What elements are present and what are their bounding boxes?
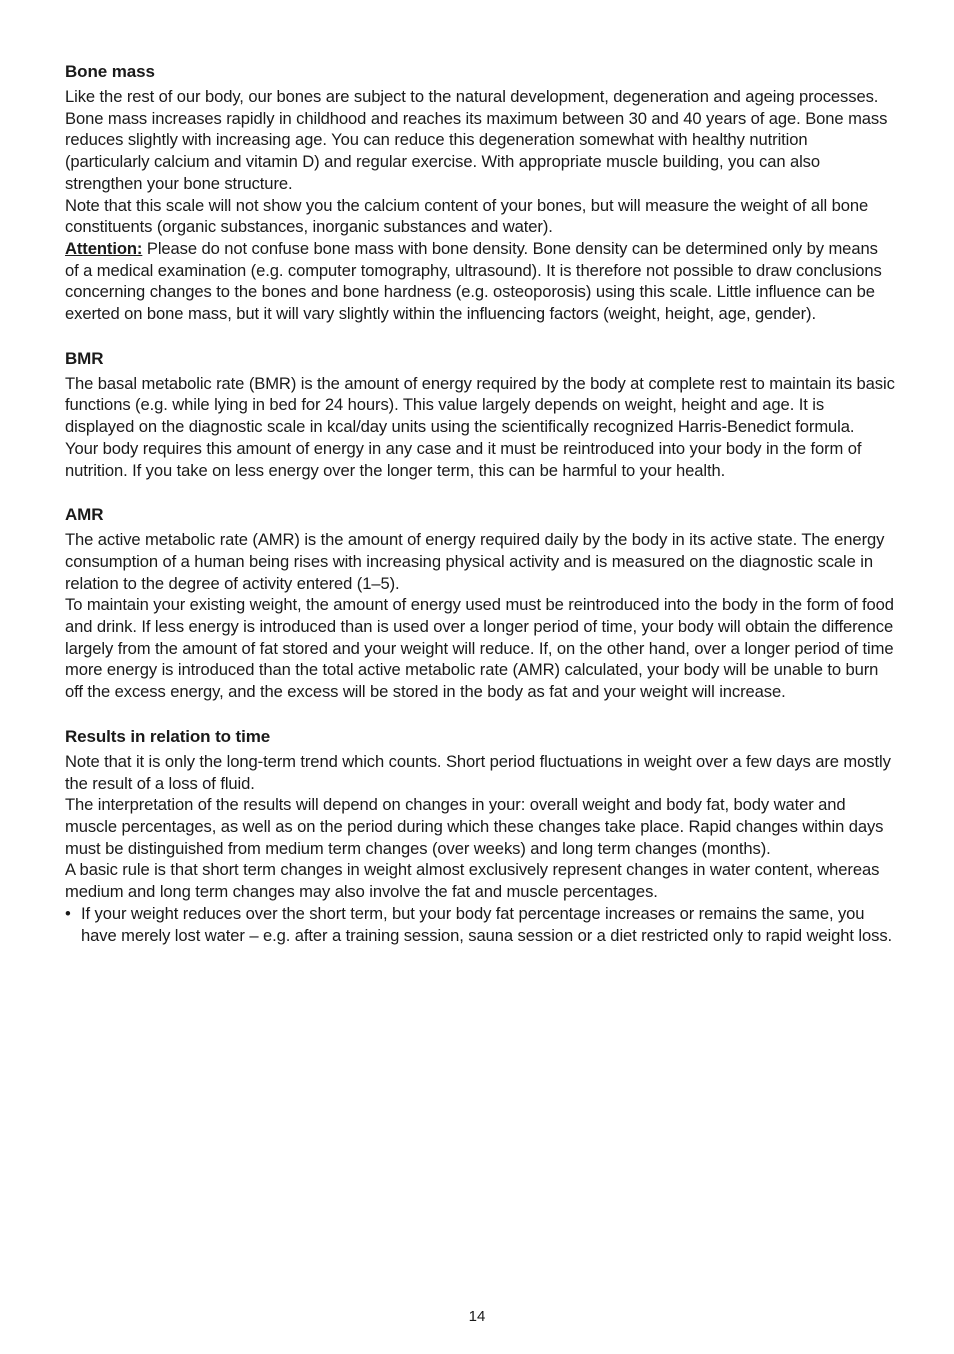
heading-bone-mass: Bone mass xyxy=(65,62,155,81)
attention-text: Please do not confuse bone mass with bone density. Bone density can be determined only by means of a medical examination (e.g. computer tomography, ultrasound). It is therefore not possible to draw conclusions concerning changes to the bones and bone hardness (e.g. osteoporosis) using this scale. Little influence can be exerted on bone mass, but it will vary slightly within the influencing factors (weight, height, age, gender). xyxy=(65,238,882,324)
paragraph: Like the rest of our body, our bones are subject to the natural development, degeneration and ageing processes. Bone mass increases rapidly in childhood and reaches its maximum between 30 and 40 years of age. Bone mass reduces slightly with increasing age. You can reduce this degeneration somewhat with healthy nutrition (particularly calcium and vitamin D) and regular exercise. With appropriate muscle building, you can also strengthen your bone structure. xyxy=(65,87,888,193)
heading-amr: AMR xyxy=(65,505,104,525)
paragraph: A basic rule is that short term changes in weight almost exclusively represent changes in water content, whereas medium and long term changes may also involve the fat and muscle percentages. xyxy=(65,860,880,902)
bullet-list xyxy=(65,903,895,946)
paragraph: The interpretation of the results will depend on changes in your: overall weight and body fat, body water and muscle percentages, as well as on the period during which these changes take place. Rapid changes within days must be distinguished from medium term changes (over weeks) and long term changes (months). xyxy=(65,795,884,858)
attention-label: Attention: xyxy=(65,238,143,258)
paragraph: Note that this scale will not show you the calcium content of your bones, but will measure the weight of all bone constituents (organic substances, inorganic substances and water). xyxy=(65,195,869,237)
heading-results-time: Results in relation to time xyxy=(65,726,271,746)
paragraph: The basal metabolic rate (BMR) is the amount of energy required by the body at complete rest to maintain its basic functions (e.g. while lying in bed for 24 hours). This value largely depends on weight, height and age. It is displayed on the diagnostic scale in kcal/day units using the scientifically recognized Harris-Benedict formula. xyxy=(65,373,895,437)
heading-bmr: BMR xyxy=(65,348,104,368)
section-results-time xyxy=(65,726,895,946)
attention-paragraph xyxy=(65,238,895,325)
bullet-icon: • xyxy=(65,903,71,923)
paragraph: To maintain your existing weight, the amount of energy used must be reintroduced into the body in the form of food and drink. If less energy is introduced than is used over a longer period of time, your body will obtain the difference largely from the amount of fat stored and your weight will reduce. If, on the other hand, over a longer period of time more energy is introduced than the total active metabolic rate (AMR) calculated, your body will be unable to burn off the excess energy, and the excess will be stored in the body as fat and your weight will increase. xyxy=(65,595,894,702)
paragraph: Note that it is only the long-term trend which counts. Short period fluctuations in weight over a few days are mostly the result of a loss of fluid. xyxy=(65,751,891,793)
section-amr xyxy=(65,504,895,703)
paragraph: Your body requires this amount of energy in any case and it must be reintroduced into your body in the form of nutrition. If you take on less energy over the longer term, this can be harmful to your health. xyxy=(65,438,862,480)
list-item xyxy=(65,903,895,946)
section-bmr xyxy=(65,348,895,482)
section-bone-mass xyxy=(65,61,895,325)
list-item-text: If your weight reduces over the short term, but your body fat percentage increases or remains the same, you have merely lost water – e.g. after a training session, sauna session or a diet restricted only to rapid weight loss. xyxy=(81,903,893,945)
paragraph: The active metabolic rate (AMR) is the amount of energy required daily by the body in its active state. The energy consumption of a human being rises with increasing physical activity and is measured on the diagnostic scale in relation to the degree of activity entered (1–5). xyxy=(65,530,885,593)
document-page xyxy=(65,61,895,946)
page-number: 14 xyxy=(468,1308,486,1325)
